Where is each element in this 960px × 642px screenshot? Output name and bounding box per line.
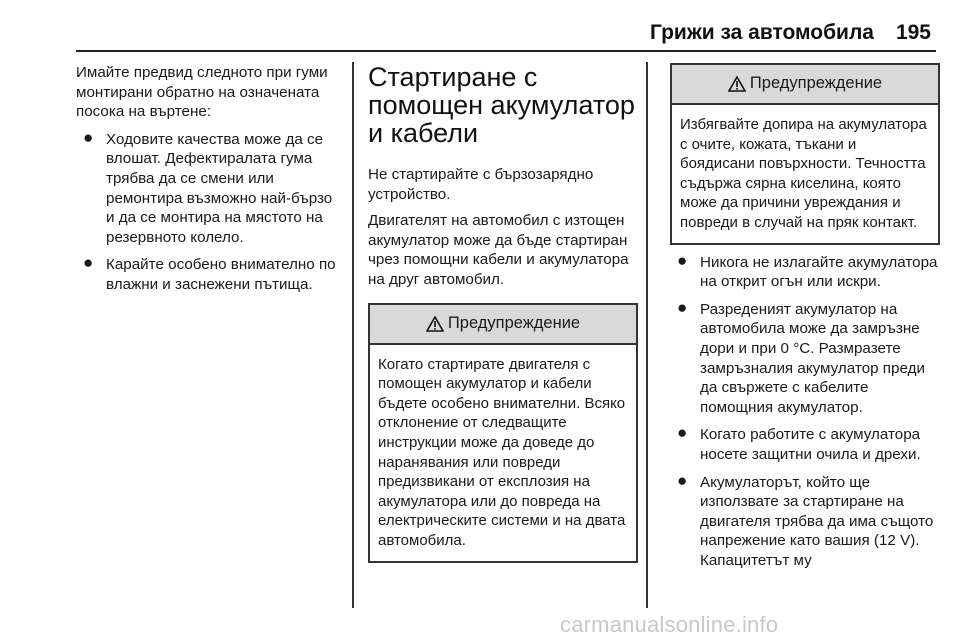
paragraph: Не стартирайте с бързозарядно устройство.	[368, 166, 594, 203]
column-2	[368, 63, 638, 563]
watermark: carmanualsonline.info	[560, 612, 779, 637]
warning-header	[370, 305, 636, 345]
list-item: ● Акумулаторът, който ще използвате за стартиране на двигателя трябва да има същото напрежение като вашия (12 V). Капацитетът му	[677, 470, 934, 569]
warning-triangle-icon	[728, 76, 746, 92]
list-item: ● Ходовите качества може да се влошат. Дефектиралата гума трябва да се смени или ремонтира възможно най-бързо и да се монтира на мястото на резервното колело.	[83, 127, 333, 246]
list-item: ● Разреденият акумулатор на автомобила може да замръзне дори и при 0 °C. Размразете замръзналия акумулатор преди да свържете с кабелите помощния акумулатор.	[677, 297, 925, 416]
section-heading: Стартиране с помощен акумулатор и кабели	[368, 62, 635, 148]
column-3	[670, 63, 940, 570]
warning-triangle-icon	[426, 316, 444, 332]
paragraph: Двигателят на автомобил с изтощен акумулатор може да бъде стартиран чрез помощни кабели и акумулатора на друг автомобил.	[368, 212, 629, 288]
list-item: ● Карайте особено внимателно по влажни и заснежени пътища.	[83, 253, 336, 293]
bullet-icon: ●	[677, 250, 688, 270]
warning-title: Предупреждение	[447, 313, 581, 332]
warning-box	[670, 63, 940, 245]
list-item: ● Когато работите с акумулатора носете защитни очила и дрехи.	[677, 423, 921, 463]
warning-text: Когато стартирате двигателя с помощен акумулатор и кабели бъдете особено внимателни. Всяко отклонение от следващите инструкции може да доведе до наранявания или повреди предизвикани от експлозия на акумулатора или до повреда на електрическите системи и на двата автомобила.	[378, 355, 626, 549]
bullet-icon: ●	[677, 297, 688, 317]
column-1	[76, 63, 344, 295]
header-divider	[76, 50, 936, 52]
warning-title: Предупреждение	[749, 74, 883, 93]
page-number: 195	[895, 21, 931, 44]
bullet-icon: ●	[83, 127, 94, 147]
section-title: Грижи за автомобила	[649, 21, 874, 44]
bullet-icon: ●	[83, 253, 94, 273]
page-header	[0, 0, 960, 50]
column-divider-2	[646, 62, 648, 608]
warning-header	[672, 65, 938, 105]
warning-text: Избягвайте допира на акумулатора с очите, кожата, тъкани и боядисани повърхности. Течността съдържа сярна киселина, която може да причини увреждания и повреди в случай на пряк контакт.	[680, 116, 927, 231]
tire-notes-list	[76, 127, 344, 295]
intro-paragraph: Имайте предвид следното при гуми монтирани обратно на означената посока на въртене:	[76, 64, 328, 121]
bullet-icon: ●	[677, 423, 688, 443]
bullet-icon: ●	[677, 470, 688, 490]
warning-box	[368, 303, 638, 563]
column-divider-1	[352, 62, 354, 608]
battery-notes-list	[670, 250, 940, 571]
list-item: ● Никога не излагайте акумулатора на открит огън или искри.	[677, 250, 938, 291]
